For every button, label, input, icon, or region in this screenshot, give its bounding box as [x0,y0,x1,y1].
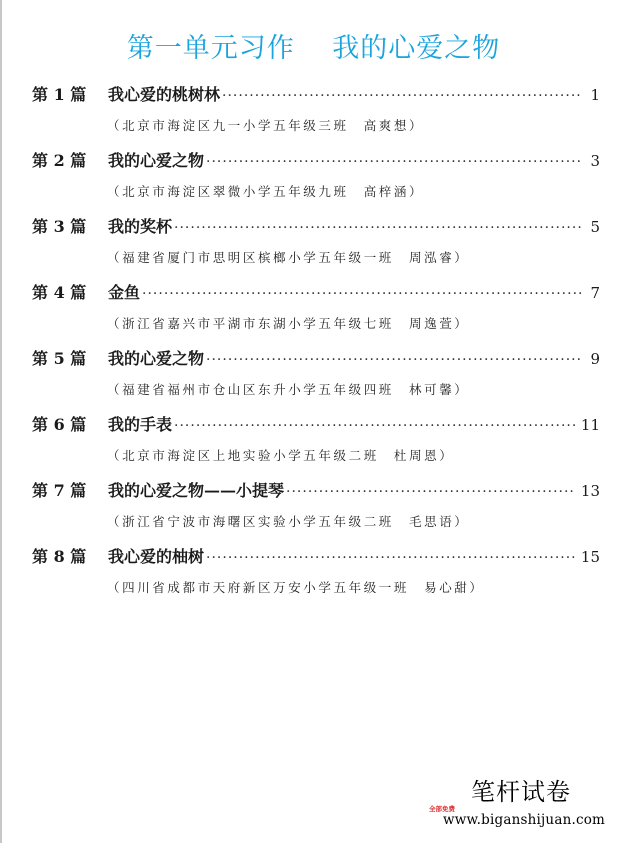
free-badge: 全部免费 [429,805,455,813]
entry-title[interactable]: 我的心爱之物——小提琴 [108,481,285,500]
toc-entry-line [32,412,600,438]
entry-number: 第 7 篇 [32,481,87,500]
entry-page-number: 1 [590,86,600,104]
site-logo[interactable] [429,772,617,832]
dot-leader [222,88,582,104]
entry-title[interactable]: 金鱼 [108,283,141,302]
entry-number: 第 8 篇 [32,547,87,566]
toc-entry-line [32,544,600,570]
toc-entry[interactable] [0,412,627,478]
entry-page-number: 7 [590,284,600,302]
logo-url[interactable]: www.biganshijuan.com [443,812,606,828]
entry-author: （福建省厦门市思明区槟榔小学五年级一班 周泓睿） [107,250,470,265]
entry-author: （北京市海淀区九一小学五年级三班 高爽想） [107,118,425,133]
toc-entry[interactable] [0,214,627,280]
entry-number: 第 4 篇 [32,283,87,302]
dot-leader [174,418,575,434]
dot-leader [174,220,582,236]
entry-author: （福建省福州市仓山区东升小学五年级四班 林可馨） [107,382,470,397]
logo-text: 笔杆试卷 [471,778,571,806]
entry-page-number: 9 [590,350,600,368]
entry-page-number: 13 [580,482,600,500]
toc-entry[interactable] [0,148,627,214]
toc-entry[interactable] [0,346,627,412]
entry-number: 第 3 篇 [32,217,87,236]
entry-page-number: 3 [590,152,600,170]
entry-title[interactable]: 我的奖杯 [108,217,173,236]
toc-entry[interactable] [0,544,627,610]
dot-leader [142,286,582,302]
entry-title[interactable]: 我的手表 [108,415,173,434]
entry-author: （北京市海淀区上地实验小学五年级二班 杜周恩） [107,448,455,463]
toc-entry[interactable] [0,82,627,148]
entry-number: 第 6 篇 [32,415,87,434]
toc-entry-line [32,346,600,372]
entry-title[interactable]: 我的心爱之物 [108,349,205,368]
entry-number: 第 5 篇 [32,349,87,368]
entry-title[interactable]: 我心爱的桃树林 [108,85,221,104]
toc-entry-line [32,82,600,108]
dot-leader [286,484,575,500]
entry-title[interactable]: 我的心爱之物 [108,151,205,170]
entry-author: （浙江省宁波市海曙区实验小学五年级二班 毛思语） [107,514,470,529]
entry-page-number: 11 [580,416,600,434]
table-of-contents [0,82,627,610]
entry-number: 第 2 篇 [32,151,87,170]
entry-page-number: 5 [590,218,600,236]
dot-leader [206,154,582,170]
entry-title[interactable]: 我心爱的柚树 [108,547,205,566]
entry-number: 第 1 篇 [32,85,87,104]
entry-author: （北京市海淀区翠微小学五年级九班 高梓涵） [107,184,425,199]
toc-entry[interactable] [0,280,627,346]
toc-entry[interactable] [0,478,627,544]
toc-entry-line [32,214,600,240]
toc-entry-line [32,478,600,504]
page-title: 第一单元习作 我的心爱之物 [126,33,501,64]
entry-page-number: 15 [580,548,600,566]
dot-leader [206,352,582,368]
entry-author: （四川省成都市天府新区万安小学五年级一班 易心甜） [107,580,485,595]
toc-entry-line [32,280,600,306]
toc-entry-line [32,148,600,174]
entry-author: （浙江省嘉兴市平湖市东湖小学五年级七班 周逸萱） [107,316,470,331]
dot-leader [206,550,575,566]
